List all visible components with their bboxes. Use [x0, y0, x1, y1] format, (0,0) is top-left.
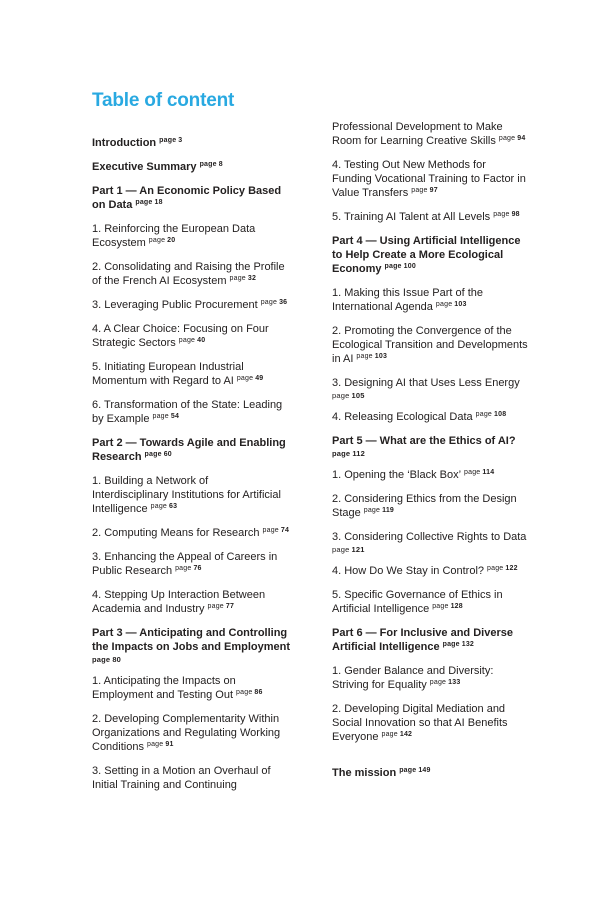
toc-entry-line: 2. Developing Complementarity Within [92, 713, 280, 725]
toc-entry-line: Conditions $^{page 91}$ [92, 741, 174, 753]
toc-entry-line: 1. Making this Issue Part of the [332, 287, 484, 299]
toc-column-left [92, 136, 330, 800]
toc-entry-line: Research $^{page 60}$ [92, 451, 172, 463]
page-value: 63 [169, 503, 178, 510]
page-value: 142 [399, 731, 413, 738]
toc-entry [332, 210, 560, 226]
page-number [487, 565, 518, 572]
page-word: page [332, 449, 351, 458]
page-value: 18 [154, 199, 163, 206]
toc-entry [92, 322, 330, 352]
toc-heading [92, 184, 330, 214]
toc-entry-line: 5. Initiating European Industrial [92, 361, 244, 373]
page-word: page [178, 337, 196, 344]
page-number [332, 390, 560, 402]
page-word: page [199, 161, 217, 168]
page-word: page [148, 237, 166, 244]
toc-entry-line: 1. Reinforcing the European Data [92, 223, 256, 235]
toc-entry [332, 120, 560, 150]
page-number [135, 199, 162, 206]
page-value: 32 [247, 275, 257, 282]
page-value: 20 [167, 237, 176, 244]
toc-entry-line: 3. Leveraging Public Procurement $^{page 36}$ [92, 299, 288, 311]
page-value: 108 [494, 411, 507, 418]
page-word: page [135, 199, 153, 206]
toc-entry-line: of the French AI Ecosystem $^{page 32}$ [92, 275, 257, 287]
toc-entry [332, 588, 560, 618]
toc-entry-line: 4. Releasing Ecological Data $^{page 108}$ [332, 411, 507, 423]
page-number [356, 353, 387, 360]
toc-entry [332, 376, 560, 402]
toc-entry-line: Interdisciplinary Institutions for Artificial [92, 489, 281, 501]
page-number [92, 654, 330, 666]
page-word: page [442, 641, 460, 648]
page-number [364, 507, 394, 514]
page-number [237, 375, 264, 382]
page-word: page [262, 527, 279, 534]
page-value: 122 [505, 565, 518, 572]
page-word: page [498, 135, 516, 142]
toc-entry-line: Everyone $^{page 142}$ [332, 731, 413, 743]
toc-entry-line: Professional Development to Make [332, 121, 503, 133]
toc-entry-line: 4. Stepping Up Interaction Between [92, 589, 266, 601]
page-value: 86 [254, 689, 263, 696]
toc-entry-line: Stage $^{page 119}$ [332, 507, 395, 519]
toc-entry [332, 664, 560, 694]
toc-entry [332, 158, 560, 202]
page-value: 49 [255, 375, 264, 382]
page-number [159, 137, 182, 144]
toc-entry [332, 324, 560, 368]
toc-entry-line: 4. A Clear Choice: Focusing on Four [92, 323, 269, 335]
toc-entry-line: Striving for Equality $^{page 133}$ [332, 679, 461, 691]
page-word: page [207, 603, 224, 610]
page-value: 54 [170, 413, 180, 420]
page-word: page [429, 679, 447, 686]
page-number [332, 544, 560, 556]
page-value: 3 [178, 137, 183, 144]
toc-entry [92, 474, 330, 518]
page-value: 80 [112, 655, 122, 664]
page-number [200, 161, 223, 168]
page-number [464, 469, 494, 476]
page-number [499, 135, 526, 142]
page-word: page [464, 469, 481, 476]
toc-entry-line: 5. Specific Governance of Ethics in [332, 589, 503, 601]
toc-entry [92, 526, 330, 542]
toc-entry-line: Academia and Industry $^{page 77}$ [92, 603, 235, 615]
toc-heading [92, 626, 330, 666]
page-value: 149 [418, 767, 431, 774]
page-value: 133 [448, 679, 461, 686]
page-value: 114 [482, 469, 495, 476]
toc-entry [92, 260, 330, 290]
toc-entry [332, 530, 560, 556]
toc-entry [92, 298, 330, 314]
toc-entry-line: on Data $^{page 18}$ [92, 199, 163, 211]
toc-entry-line: Value Transfers $^{page 97}$ [332, 187, 438, 199]
page-number [430, 679, 461, 686]
toc-entry-line: Executive Summary $^{page 8}$ [92, 161, 223, 173]
toc-heading [332, 626, 560, 656]
toc-entry-line: 5. Training AI Talent at All Levels $^{page 98}$ [332, 211, 520, 223]
toc-entry [332, 564, 560, 580]
page-value: 128 [450, 603, 463, 610]
page-word: page [363, 507, 381, 514]
page-number [436, 301, 467, 308]
toc-entry [92, 674, 330, 704]
page-value: 8 [218, 161, 223, 168]
page-value: 94 [517, 135, 526, 142]
toc-entry-line: Funding Vocational Training to Factor in [332, 173, 526, 185]
toc-entry-line: 1. Building a Network of [92, 475, 209, 487]
toc-entry-line: 2. Promoting the Convergence of the [332, 325, 512, 337]
toc-heading [332, 234, 560, 278]
toc-entry-line: 1. Anticipating the Impacts on [92, 675, 236, 687]
page-word: page [236, 375, 254, 382]
page-word: page [399, 767, 417, 774]
page-value: 74 [280, 527, 290, 534]
page-number [493, 211, 520, 218]
toc-entry-line: International Agenda $^{page 103}$ [332, 301, 467, 313]
toc-entry [332, 492, 560, 522]
toc-entry [92, 764, 330, 792]
page-word: page [475, 411, 493, 418]
page-number [443, 641, 474, 648]
page-value: 119 [382, 507, 395, 514]
page-value: 40 [197, 337, 206, 344]
toc-entry [332, 468, 560, 484]
page-word: page [381, 731, 398, 738]
toc-entry-line: Part 2 — Towards Agile and Enabling [92, 437, 286, 449]
page-value: 132 [461, 641, 475, 648]
page-word: page [332, 545, 350, 554]
toc-entry-line: Part 6 — For Inclusive and Diverse [332, 627, 513, 639]
toc-entry-line: 3. Setting in a Motion an Overhaul of [92, 765, 271, 777]
toc-entry [92, 398, 330, 428]
page-value: 121 [351, 545, 365, 554]
page-number [385, 263, 416, 270]
toc-entry [92, 588, 330, 618]
toc-entry-line: 4. How Do We Stay in Control? $^{page 122}$ [332, 565, 518, 577]
page-number [149, 237, 176, 244]
toc-heading [92, 436, 330, 466]
toc-entry-line: the Impacts on Jobs and Employment [92, 641, 291, 653]
page-number [381, 731, 412, 738]
page-number [230, 275, 257, 282]
toc-entry-line: 1. Opening the ‘Black Box’ $^{page 114}$ [332, 469, 495, 481]
page-number [152, 413, 179, 420]
page-value: 105 [351, 391, 365, 400]
page-value: 112 [352, 449, 366, 458]
toc-entry [332, 702, 560, 746]
toc-entry-line: to Help Create a More Ecological [332, 249, 504, 261]
toc-entry-line: Introduction $^{page 3}$ [92, 137, 183, 149]
toc-entry-line: 3. Designing AI that Uses Less Energy [332, 377, 520, 389]
toc-heading [332, 766, 560, 782]
toc-entry [92, 360, 330, 390]
page-number [208, 603, 235, 610]
page-word: page [144, 451, 162, 458]
toc-entry [332, 286, 560, 316]
toc-entry-line: Part 1 — An Economic Policy Based [92, 185, 282, 197]
page-word: page [332, 391, 350, 400]
toc-entry-line: 2. Computing Means for Research $^{page 74}$ [92, 527, 290, 539]
toc-entry-line: 3. Considering Collective Rights to Data [332, 531, 527, 543]
page-value: 100 [403, 263, 416, 270]
toc-entry-line: Artificial Intelligence $^{page 128}$ [332, 603, 463, 615]
toc-entry-line: 6. Transformation of the State: Leading [92, 399, 283, 411]
page-value: 98 [511, 211, 520, 218]
page-number [332, 448, 560, 460]
page-number [263, 527, 290, 534]
page-word: page [150, 503, 168, 510]
page-value: 103 [454, 301, 467, 308]
toc-entry-line: Part 4 — Using Artificial Intelligence [332, 235, 521, 247]
page-word: page [411, 187, 428, 194]
toc-entry-line: Ecological Transition and Developments [332, 339, 528, 351]
page-word: page [229, 275, 246, 282]
toc-entry-line: 2. Considering Ethics from the Design [332, 493, 517, 505]
toc-entry-line: Employment and Testing Out $^{page 86}$ [92, 689, 263, 701]
toc-entry-line: 1. Gender Balance and Diversity: [332, 665, 494, 677]
toc-entry-line: The mission $^{page 149}$ [332, 767, 431, 779]
page-word: page [92, 655, 111, 664]
toc-entry [332, 410, 560, 426]
toc-entry-line: Momentum with Regard to AI $^{page 49}$ [92, 375, 264, 387]
toc-entry [92, 712, 330, 756]
page-value: 36 [279, 299, 288, 306]
toc-entry-line: Part 5 — What are the Ethics of AI? [332, 435, 516, 447]
toc-entry-line: 2. Consolidating and Raising the Profile [92, 261, 285, 273]
page-number [411, 187, 438, 194]
page-word: page [384, 263, 402, 270]
toc-entry-line: Intelligence $^{page 63}$ [92, 503, 178, 515]
toc-column-right [332, 120, 560, 790]
toc-entry-line: 3. Enhancing the Appeal of Careers in [92, 551, 278, 563]
page-value: 76 [193, 565, 202, 572]
page-word: page [356, 353, 373, 360]
page-word: page [260, 299, 278, 306]
toc-entry-line: Strategic Sectors $^{page 40}$ [92, 337, 206, 349]
page-value: 97 [429, 187, 438, 194]
page-number [432, 603, 463, 610]
page-number [236, 689, 263, 696]
toc-entry-line: by Example $^{page 54}$ [92, 413, 180, 425]
page-number [179, 337, 206, 344]
page-word: page [487, 565, 504, 572]
toc-entry-line: Room for Learning Creative Skills $^{page 94}$ [332, 135, 526, 147]
page-word: page [236, 689, 253, 696]
toc-heading [92, 136, 330, 152]
page-number [175, 565, 202, 572]
page-number [151, 503, 178, 510]
page-word: page [146, 741, 164, 748]
toc-entry-line: 4. Testing Out New Methods for [332, 159, 486, 171]
page-number [261, 299, 288, 306]
toc-entry [92, 222, 330, 252]
toc-entry-line: Initial Training and Continuing [92, 779, 237, 791]
page-number [399, 767, 430, 774]
page-word: page [159, 137, 177, 144]
page-number [145, 451, 172, 458]
page-number [476, 411, 507, 418]
page-value: 60 [163, 451, 172, 458]
toc-entry-line: Organizations and Regulating Working [92, 727, 281, 739]
toc-entry-line: Public Research $^{page 76}$ [92, 565, 202, 577]
page-word: page [432, 603, 449, 610]
page-word: page [175, 565, 192, 572]
page-number [147, 741, 174, 748]
toc-entry-line: Ecosystem $^{page 20}$ [92, 237, 176, 249]
page-word: page [435, 301, 453, 308]
page-value: 103 [374, 353, 388, 360]
toc-entry-line: Social Innovation so that AI Benefits [332, 717, 508, 729]
page-value: 77 [225, 603, 235, 610]
toc-heading [92, 160, 330, 176]
page-word: page [152, 413, 169, 420]
toc-entry-line: Economy $^{page 100}$ [332, 263, 416, 275]
toc-entry-line: Artificial Intelligence $^{page 132}$ [332, 641, 475, 653]
toc-heading [332, 434, 560, 460]
toc-entry-line: 2. Developing Digital Mediation and [332, 703, 506, 715]
page-title: Table of content [92, 90, 235, 111]
toc-entry-line: in AI $^{page 103}$ [332, 353, 388, 365]
toc-entry-line: Part 3 — Anticipating and Controlling [92, 627, 288, 639]
toc-entry [92, 550, 330, 580]
page-value: 91 [165, 741, 174, 748]
page-word: page [493, 211, 510, 218]
